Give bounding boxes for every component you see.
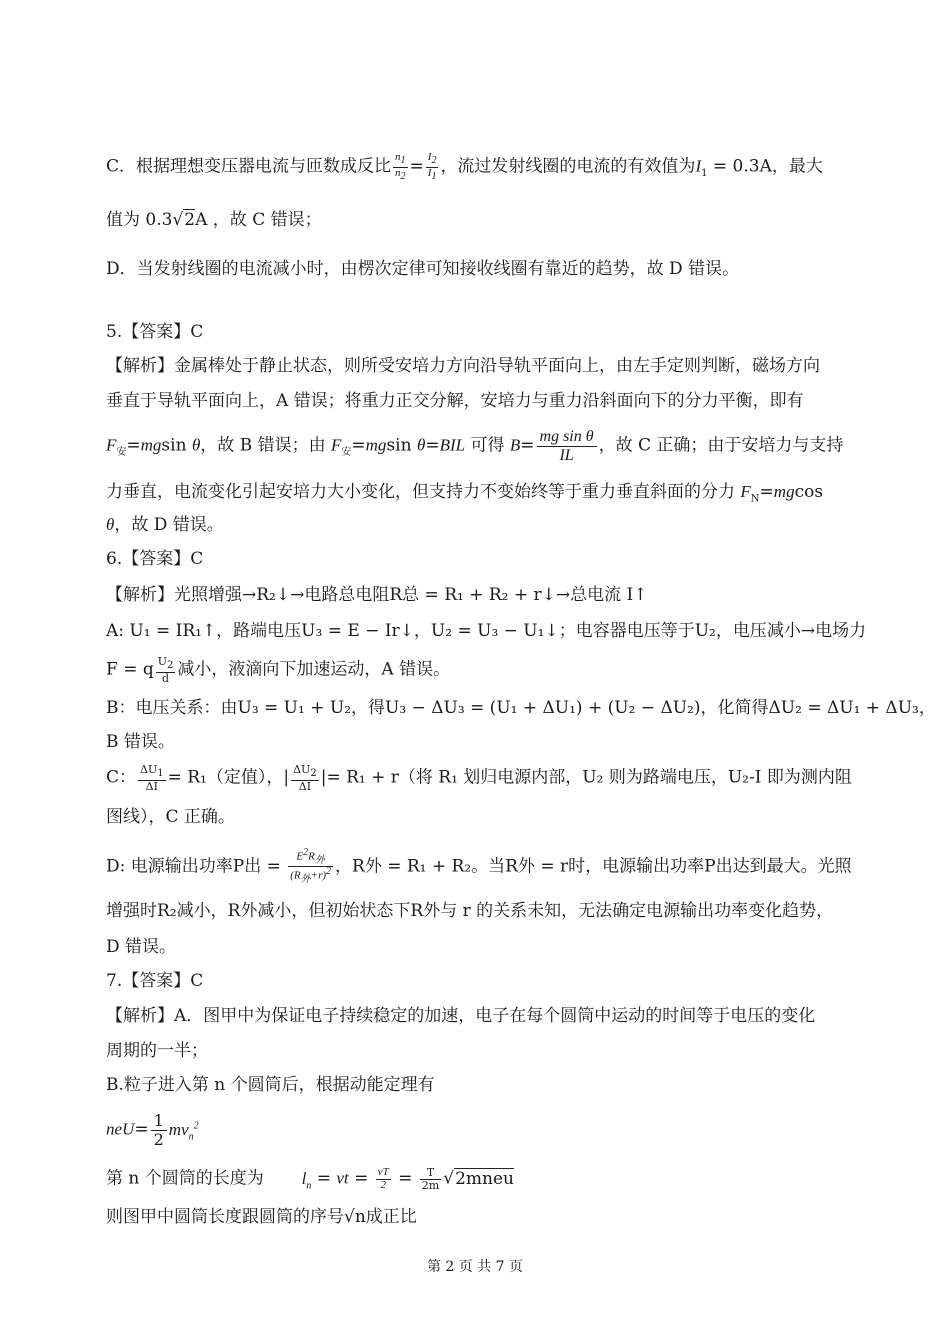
page-footer: 第 2 页 共 7 页	[426, 1259, 524, 1275]
analysis-6-line6: C： $\frac{\Delta U_1}{\Delta I}$ = R₁（定值），| $\frac{\Delta U_2}{\Delta I}$ |= R₁ + r（将 R₁ 划归电源内部，U₂ 则为路端电压，U₂-I 即为测内阻	[106, 763, 852, 793]
analysis-6-line4: B：电压关系：由U₃ = U₁ + U₂，得U₃ − ΔU₃ = (U₁ + ΔU₁) + (U₂ − ΔU₂)，化简得ΔU₂ = ΔU₁ + ΔU₃，	[106, 698, 936, 718]
analysis-5-line2: 垂直于导轨平面向上，A 错误；将重力正交分解，安培力与重力沿斜面向下的分力平衡，即有	[106, 391, 804, 411]
analysis-6-line5: B 错误。	[106, 732, 175, 752]
analysis-6-line10: D 错误。	[106, 937, 177, 957]
analysis-6-line8: D: 电源输出功率P出 = $\frac{E^2R_外}{(R_外+r)^2}$ ，R外 = R₁ + R₂。当R外 = r时，电源输出功率P出达到最大。光照	[106, 847, 852, 886]
analysis-6-line2: A: U₁ = IR₁↑，路端电压U₃ = E − Ir↓，U₂ = U₃ − U₁↓；电容器电压等于U₂，电压减小→电场力	[106, 621, 867, 641]
analysis-5-line4: 力垂直，电流变化引起安培力大小变化，但支持力不变始终等于重力垂直斜面的分力 $F_N=mgcos$	[106, 482, 824, 505]
answer-6: 6.【答案】C	[106, 549, 204, 569]
analysis-7-line1: 【解析】A．图甲中为保证电子持续稳定的加速，电子在每个圆筒中运动的时间等于电压的变化	[106, 1006, 816, 1026]
analysis-6-line9: 增强时R₂减小，R外减小，但初始状态下R外与 r 的关系未知，无法确定电源输出功率变化趋势，	[106, 901, 834, 921]
analysis-7-formula: neU= $\frac{1}{2}$ $mv_n^2$	[106, 1111, 199, 1149]
analysis-5-line5: θ，故 D 错误。	[106, 515, 224, 535]
analysis-5-line3: $F_安=mgsin$ θ，故 B 错误；由 $F_安=mgsin$ θ=BIL 可得 B= $\frac{\text{mg sin θ}}{IL}$ ，故 C 正确；由于安培力与支持	[106, 428, 844, 464]
answer-7: 7.【答案】C	[106, 971, 204, 991]
answer-5: 5.【答案】C	[106, 322, 204, 342]
option-c-line2: 值为 0.3√2A ，故 C 错误；	[106, 210, 322, 230]
analysis-7-line4: 第 n 个圆筒的长度为 $l_n$ = vt = $\frac{vT}{2}$ = $\frac{T}{2m}$ √2mneu	[106, 1166, 514, 1192]
option-d-line: D．当发射线圈的电流减小时，由楞次定律可知接收线圈有靠近的趋势，故 D 错误。	[106, 259, 740, 279]
analysis-5-line1: 【解析】金属棒处于静止状态，则所受安培力方向沿导轨平面向上，由左手定则判断，磁场方向	[106, 356, 820, 376]
option-c-line1: C．根据理想变压器电流与匝数成反比 $\frac{n_1}{n_2}$ = $\frac{I_2}{I_1}$ ，流过发射线圈的电流的有效值为$I_1 = 0.3A$，最大	[106, 151, 823, 182]
analysis-6-line1: 【解析】光照增强→R₂↓→电路总电阻R总 = R₁ + R₂ + r↓→总电流 I↑	[106, 585, 648, 605]
analysis-7-line2: 周期的一半；	[106, 1041, 208, 1061]
analysis-6-line3: F = q $\frac{U_2}{d}$ 减小，液滴向下加速运动，A 错误。	[106, 655, 451, 685]
analysis-7-line3: B.粒子进入第 n 个圆筒后，根据动能定理有	[106, 1075, 435, 1095]
analysis-7-line5: 则图甲中圆筒长度跟圆筒的序号√n成正比	[106, 1207, 417, 1227]
analysis-6-line7: 图线），C 正确。	[106, 807, 235, 827]
